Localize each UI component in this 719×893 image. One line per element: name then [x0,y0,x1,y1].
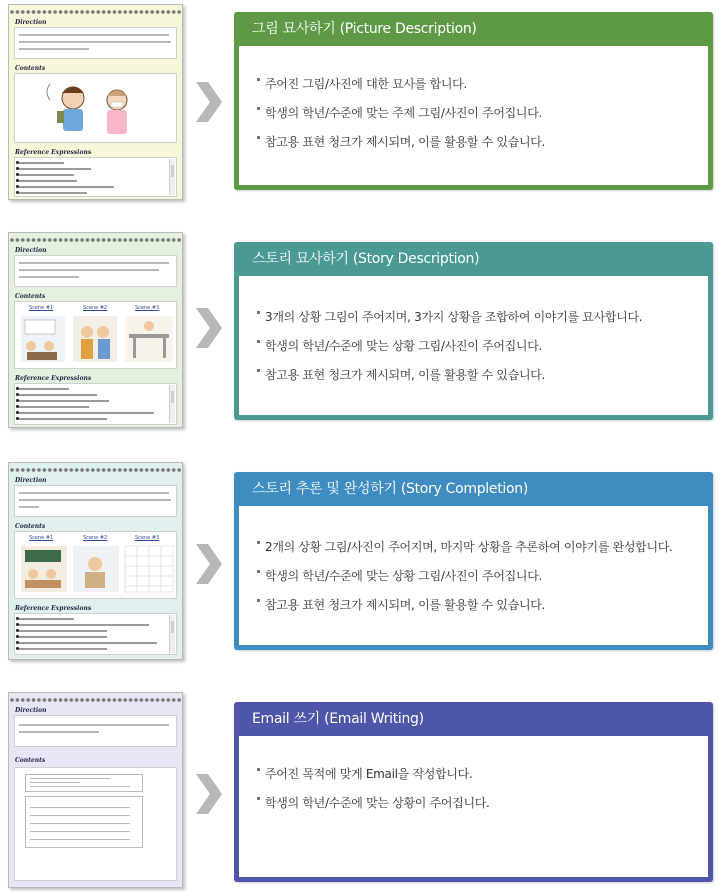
story-completion-card [234,472,713,650]
contents-picture [14,73,177,143]
reference-label: Reference Expressions [15,375,92,382]
direction-box [14,485,177,517]
card-title: 스토리 묘사하기 (Story Description) [252,251,480,267]
email-form-box [14,767,177,881]
direction-label: Direction [15,247,47,254]
scene-label: Scene #2 [83,535,108,541]
direction-label: Direction [15,19,47,26]
kids-illustration [15,74,178,142]
contents-label: Contents [15,293,46,300]
bullet-item: 학생의 학년/수준에 맞는 상황이 주어집니다. [257,796,708,810]
bullet-item: 참고용 표현 청크가 제시되며, 이를 활용할 수 있습니다. [257,135,708,149]
spiral-binding [9,233,182,244]
card-body [239,46,708,185]
reference-label: Reference Expressions [15,605,92,612]
card-title: 스토리 추론 및 완성하기 (Story Completion) [252,481,528,497]
picture-description-card [234,12,713,190]
story-description-thumbnail [8,232,183,428]
scenes-illustration [15,312,178,370]
story-completion-thumbnail [8,462,183,660]
scene-label: Scene #1 [29,535,54,541]
contents-scenes [14,531,177,599]
spiral-binding [9,5,182,16]
bullet-item: 주어진 그림/사진에 대한 묘사를 합니다. [257,77,708,91]
bullet-item: 학생의 학년/수준에 맞는 주제 그림/사진이 주어집니다. [257,106,708,120]
reference-expressions-box [14,157,177,197]
email-writing-thumbnail [8,692,183,888]
scene-label: Scene #2 [83,305,108,311]
reference-scrollbar[interactable] [169,159,175,195]
chevron-right-icon [194,772,224,816]
scene-label: Scene #3 [135,305,160,311]
scene-label: Scene #1 [29,305,54,311]
direction-box [14,27,177,59]
direction-label: Direction [15,477,47,484]
scenes-illustration [15,542,178,600]
picture-description-thumbnail [8,4,183,200]
chevron-right-icon [194,306,224,350]
bullet-item: 학생의 학년/수준에 맞는 상황 그림/사진이 주어집니다. [257,339,708,353]
reference-label: Reference Expressions [15,149,92,156]
bullet-item: 참고용 표현 청크가 제시되며, 이를 활용할 수 있습니다. [257,598,708,612]
bullet-item: 학생의 학년/수준에 맞는 상황 그림/사진이 주어집니다. [257,569,708,583]
reference-expressions-box [14,613,177,655]
card-body [239,276,708,415]
contents-label: Contents [15,757,46,764]
reference-scrollbar[interactable] [169,385,175,423]
card-title: 그림 묘사하기 (Picture Description) [252,21,477,37]
contents-scenes [14,301,177,369]
card-body [239,736,708,877]
spiral-binding [9,693,182,704]
chevron-right-icon [194,542,224,586]
email-header-box [25,774,143,792]
card-body [239,506,708,645]
email-body-box [25,796,143,848]
contents-label: Contents [15,65,46,72]
bullet-item: 2개의 상황 그림/사진이 주어지며, 마지막 상황을 추론하여 이야기를 완성합니다. [257,540,708,554]
direction-box [14,715,177,747]
scene-label: Scene #3 [135,535,160,541]
email-writing-card [234,702,713,882]
bullet-item: 3개의 상황 그림이 주어지며, 3가지 상황을 조합하여 이야기를 묘사합니다. [257,310,708,324]
story-description-card [234,242,713,420]
direction-label: Direction [15,707,47,714]
contents-label: Contents [15,523,46,530]
direction-box [14,255,177,287]
bullet-item: 참고용 표현 청크가 제시되며, 이를 활용할 수 있습니다. [257,368,708,382]
reference-scrollbar[interactable] [169,615,175,653]
chevron-right-icon [194,80,224,124]
spiral-binding [9,463,182,474]
bullet-item: 주어진 목적에 맞게 Email을 작성합니다. [257,767,708,781]
card-title: Email 쓰기 (Email Writing) [252,711,424,727]
reference-expressions-box [14,383,177,425]
